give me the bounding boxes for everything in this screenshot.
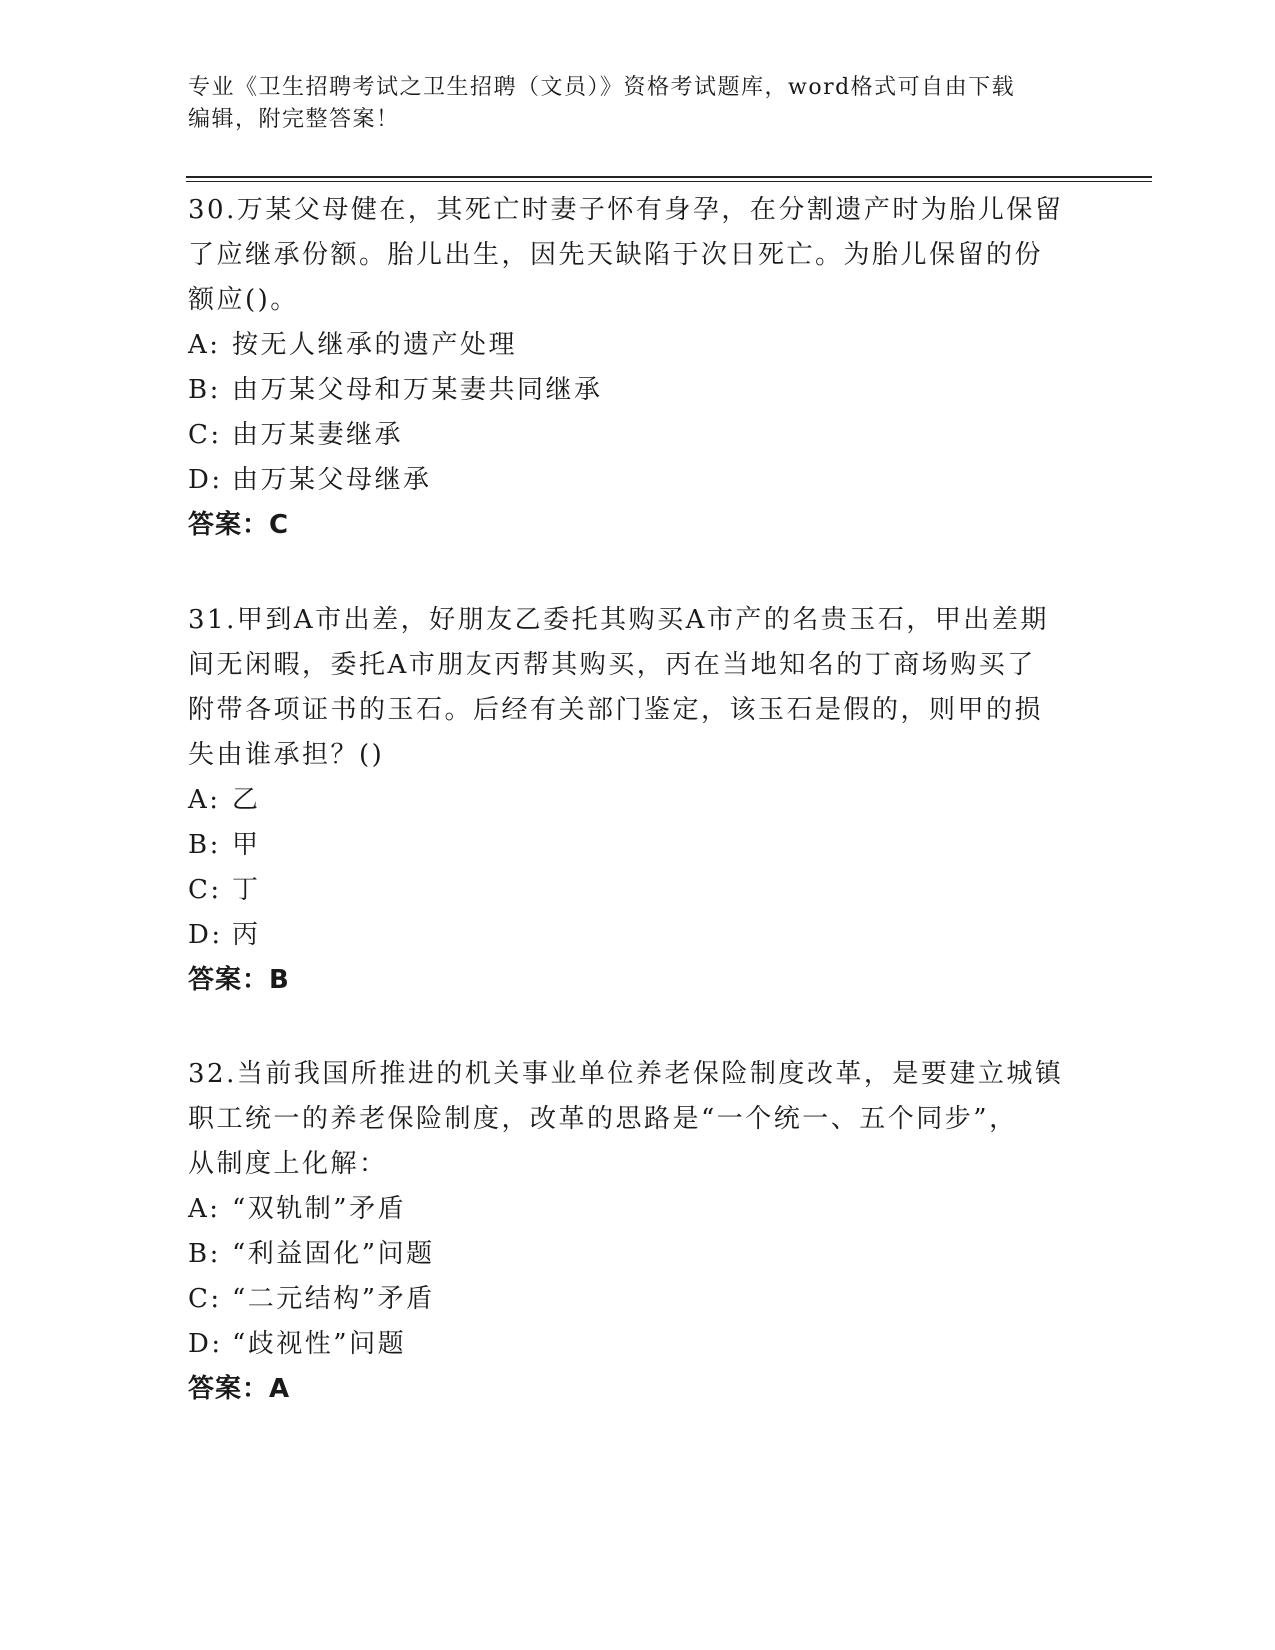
question-30 bbox=[188, 188, 1088, 548]
document-header bbox=[188, 72, 1068, 136]
header-divider-thin bbox=[186, 181, 1152, 182]
option-key: A: bbox=[188, 785, 221, 815]
header-line-1: 专业《卫生招聘考试之卫生招聘（文员）》资格考试题库，word格式可自由下载 bbox=[188, 75, 1016, 100]
header-divider bbox=[186, 176, 1152, 178]
option-text: 由万某妻继承 bbox=[232, 420, 404, 450]
option-a bbox=[188, 1187, 1088, 1232]
answer-line: 答案：C bbox=[188, 510, 290, 540]
option-text: 由万某父母和万某妻共同继承 bbox=[232, 375, 603, 405]
option-key: D: bbox=[188, 920, 223, 950]
question-stem-line: 职工统一的养老保险制度，改革的思路是“一个统一、五个同步”， bbox=[188, 1104, 1018, 1134]
question-stem-line: 附带各项证书的玉石。后经有关部门鉴定，该玉石是假的，则甲的损 bbox=[188, 695, 1044, 725]
option-b bbox=[188, 368, 1088, 413]
question-stem-line: 30.万某父母健在，其死亡时妻子怀有身孕，在分割遗产时为胎儿保留 bbox=[188, 195, 1064, 225]
option-text: “双轨制”矛盾 bbox=[232, 1194, 407, 1224]
option-text: 丙 bbox=[232, 920, 261, 950]
option-c bbox=[188, 1277, 1088, 1322]
option-key: C: bbox=[188, 875, 222, 905]
answer-line: 答案：A bbox=[188, 1374, 291, 1404]
question-31 bbox=[188, 598, 1088, 1003]
question-stem-line: 失由谁承担？() bbox=[188, 740, 385, 770]
option-b bbox=[188, 823, 1088, 868]
option-key: C: bbox=[188, 1284, 222, 1314]
question-stem-line: 了应继承份额。胎儿出生，因先天缺陷于次日死亡。为胎儿保留的份 bbox=[188, 240, 1044, 270]
option-c bbox=[188, 413, 1088, 458]
option-text: “二元结构”矛盾 bbox=[232, 1284, 435, 1314]
option-key: C: bbox=[188, 420, 222, 450]
option-text: “利益固化”问题 bbox=[232, 1239, 435, 1269]
option-key: B: bbox=[188, 375, 221, 405]
answer-line: 答案：B bbox=[188, 965, 290, 995]
option-key: B: bbox=[188, 830, 221, 860]
option-d bbox=[188, 913, 1088, 958]
option-d bbox=[188, 458, 1088, 503]
option-key: B: bbox=[188, 1239, 221, 1269]
option-key: A: bbox=[188, 330, 221, 360]
question-stem-line: 额应()。 bbox=[188, 285, 299, 315]
option-d bbox=[188, 1322, 1088, 1367]
option-a bbox=[188, 323, 1088, 368]
question-stem-line: 从制度上化解： bbox=[188, 1149, 388, 1179]
option-text: 由万某父母继承 bbox=[232, 465, 432, 495]
option-text: 甲 bbox=[232, 830, 261, 860]
option-a bbox=[188, 778, 1088, 823]
option-text: 丁 bbox=[232, 875, 261, 905]
question-stem-line: 31.甲到A市出差，好朋友乙委托其购买A市产的名贵玉石，甲出差期 bbox=[188, 605, 1049, 635]
question-stem-line: 间无闲暇，委托A市朋友丙帮其购买，丙在当地知名的丁商场购买了 bbox=[188, 650, 1036, 680]
question-32 bbox=[188, 1052, 1088, 1412]
header-line-2: 编辑，附完整答案！ bbox=[188, 107, 400, 132]
option-key: A: bbox=[188, 1194, 221, 1224]
option-c bbox=[188, 868, 1088, 913]
option-key: D: bbox=[188, 1329, 223, 1359]
question-stem-line: 32.当前我国所推进的机关事业单位养老保险制度改革，是要建立城镇 bbox=[188, 1059, 1064, 1089]
option-text: 按无人继承的遗产处理 bbox=[232, 330, 518, 360]
option-key: D: bbox=[188, 465, 223, 495]
option-text: “歧视性”问题 bbox=[232, 1329, 407, 1359]
option-text: 乙 bbox=[232, 785, 261, 815]
option-b bbox=[188, 1232, 1088, 1277]
